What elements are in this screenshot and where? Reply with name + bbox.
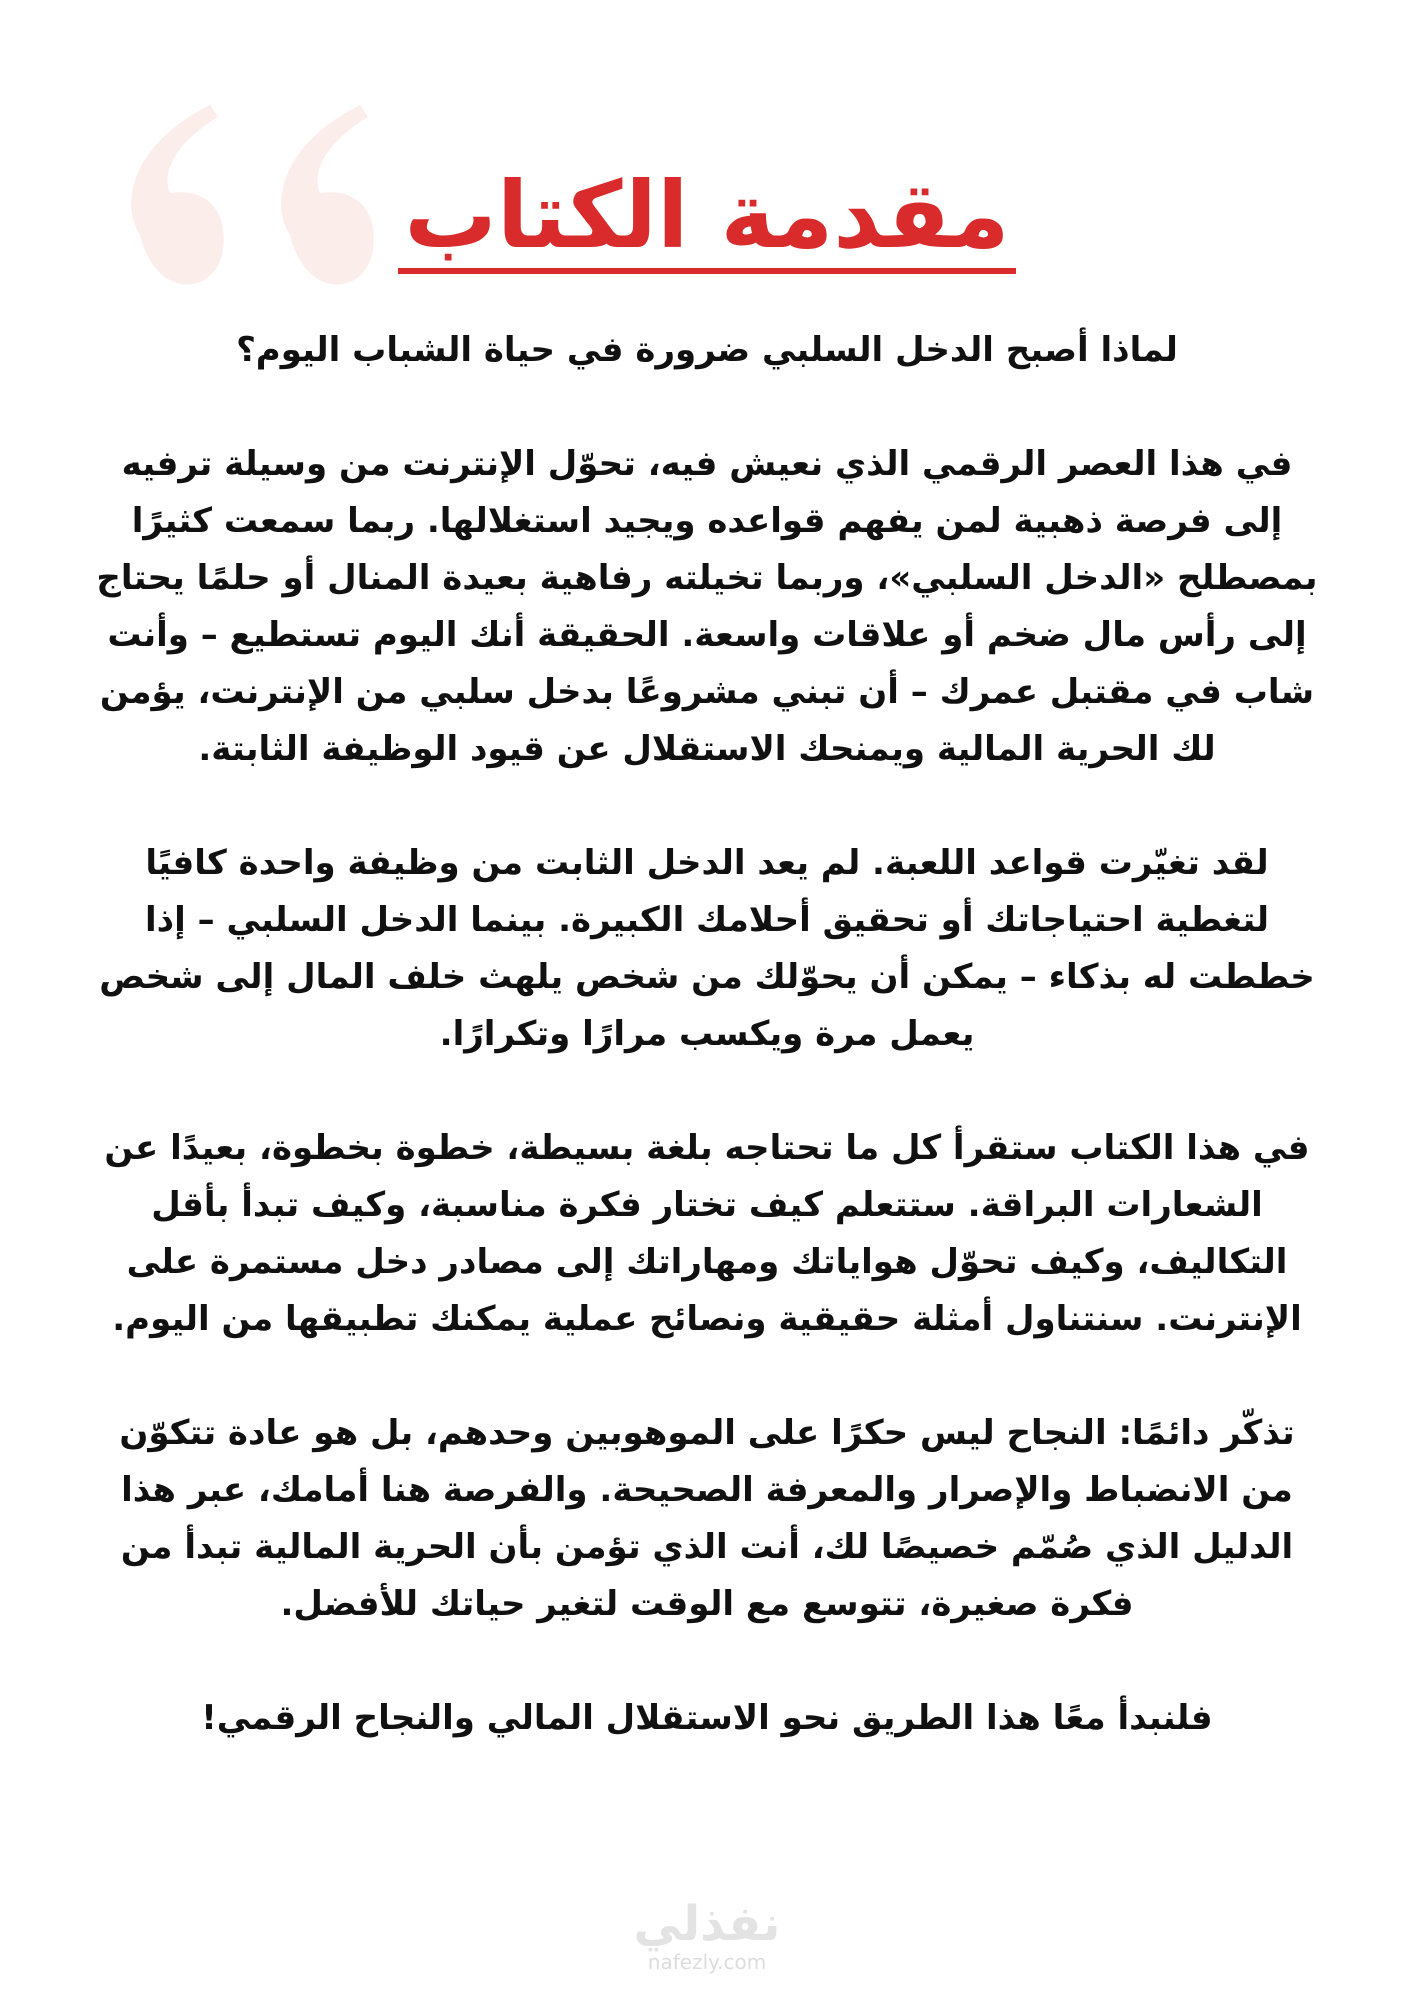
paragraph-1: في هذا العصر الرقمي الذي نعيش فيه، تحوّل الإنترنت من وسيلة ترفيه إلى فرصة ذهبية لمن يفهم قواعده ويجيد استغلالها. ربما سمعت كثيرًا بمصطلح «الدخل السلبي»، وربما تخيلته رفاهية بعيدة المنال أو حلمًا يحتاج إلى رأس مال ضخم أو علاقات واسعة. الحقيقة أنك اليوم تستطيع – وأنت شاب في مقتبل عمرك – أن تبني مشروعًا بدخل سلبي من الإنترنت، يؤمن لك الحرية المالية ويمنحك الاستقلال عن قيود الوظيفة الثابتة. [96,444,1318,769]
watermark [0,1896,1414,1974]
watermark-logo: نفذلي [633,1896,781,1952]
page-title: مقدمة الكتاب [398,165,1015,274]
closing-line: فلنبدأ معًا هذا الطريق نحو الاستقلال المالي والنجاح الرقمي! [201,1698,1213,1738]
paragraph-2: لقد تغيّرت قواعد اللعبة. لم يعد الدخل الثابت من وظيفة واحدة كافيًا لتغطية احتياجاتك أو تحقيق أحلامك الكبيرة. بينما الدخل السلبي – إذا خططت له بذكاء – يمكن أن يحوّلك من شخص يلهث خلف المال إلى شخص يعمل مرة ويكسب مرارًا وتكرارًا. [99,843,1315,1054]
book-introduction [95,322,1319,1804]
subtitle: لماذا أصبح الدخل السلبي ضرورة في حياة الشباب اليوم؟ [236,330,1178,370]
paragraph-4: تذكّر دائمًا: النجاح ليس حكرًا على الموهوبين وحدهم، بل هو عادة تتكوّن من الانضباط والإصرار والمعرفة الصحيحة. والفرصة هنا أمامك، عبر هذا الدليل الذي صُمّم خصيصًا لك، أنت الذي تؤمن بأن الحرية المالية تبدأ من فكرة صغيرة، تتوسع مع الوقت لتغير حياتك للأفضل. [119,1413,1295,1624]
watermark-url: nafezly.com [647,1950,767,1974]
paragraph-3: في هذا الكتاب ستقرأ كل ما تحتاجه بلغة بسيطة، خطوة بخطوة، بعيدًا عن الشعارات البراقة. ستتعلم كيف تختار فكرة مناسبة، وكيف تبدأ بأقل التكاليف، وكيف تحوّل هواياتك ومهاراتك إلى مصادر دخل مستمرة على الإنترنت. سنتناول أمثلة حقيقية ونصائح عملية يمكنك تطبيقها من اليوم. [104,1128,1310,1339]
page-title-wrapper [0,162,1414,274]
